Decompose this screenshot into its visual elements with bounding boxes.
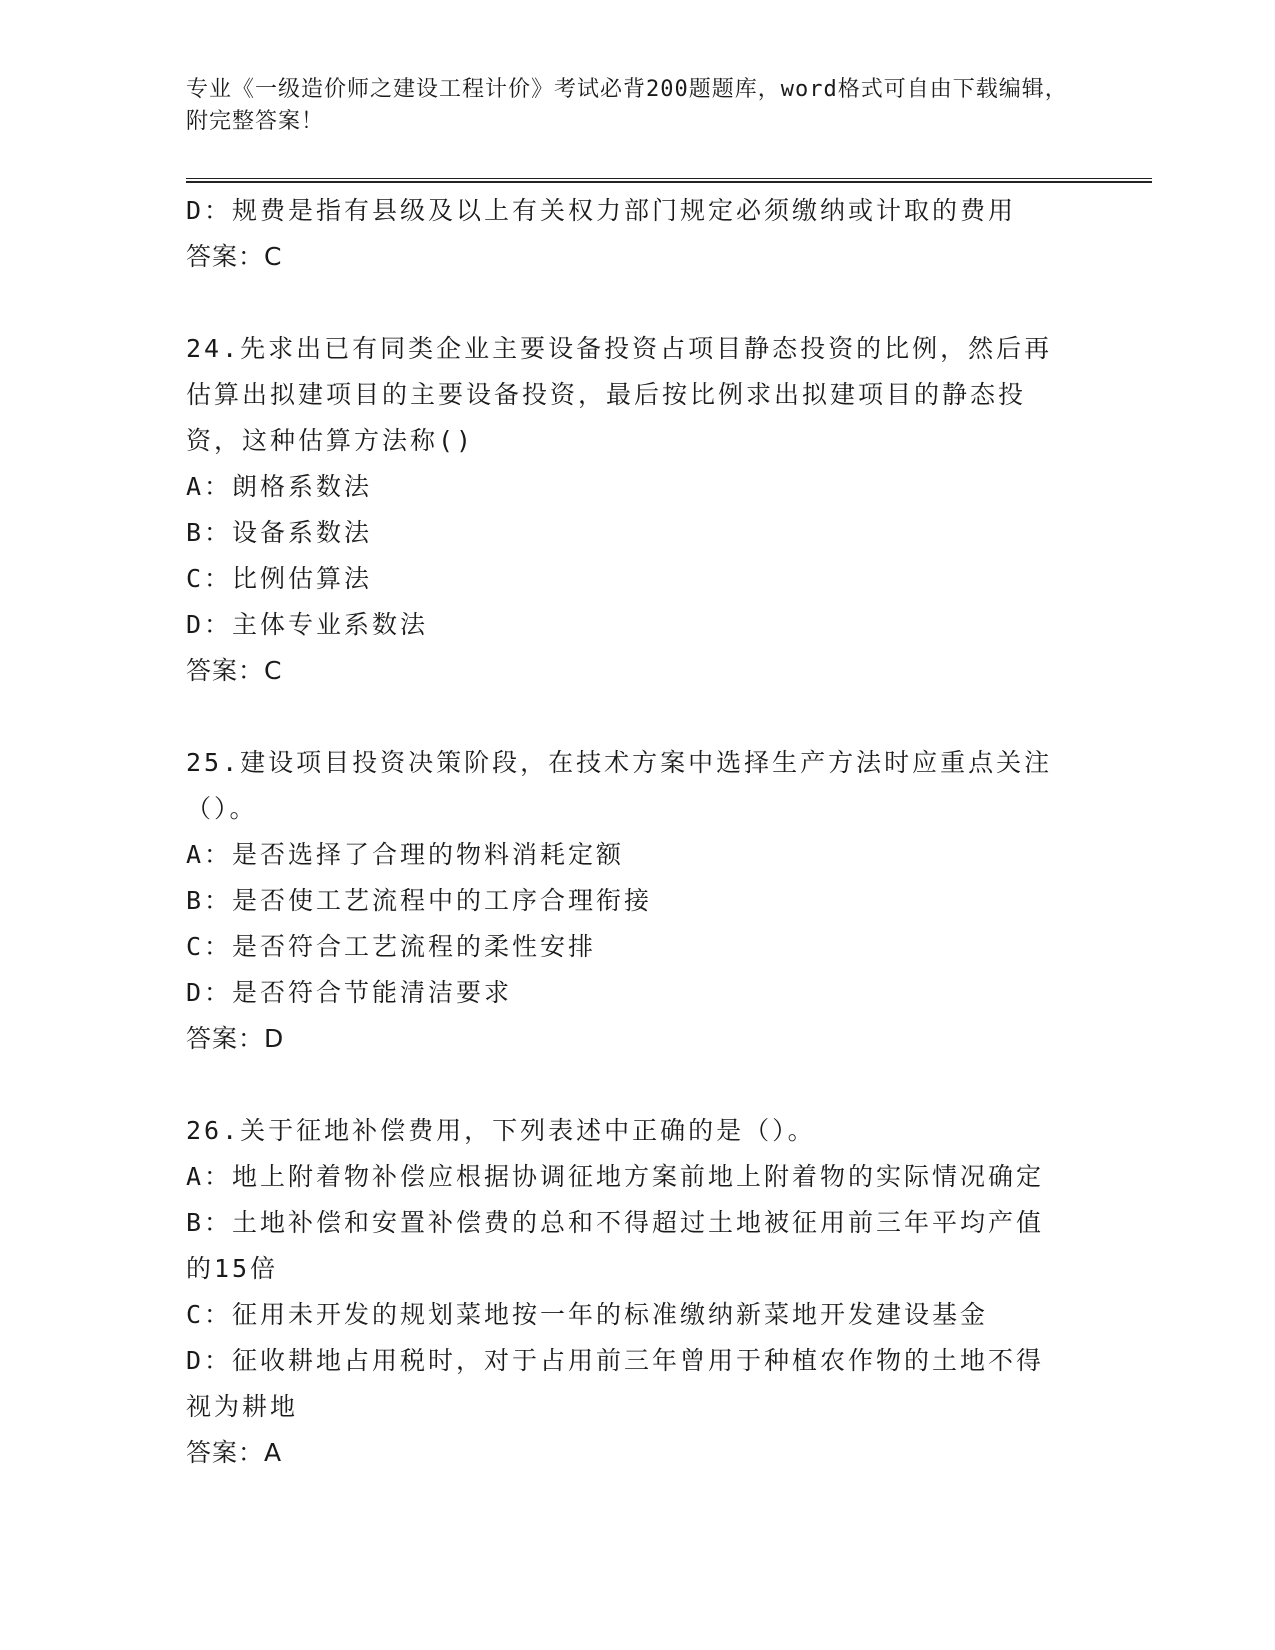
- question-text-line: （）。: [186, 794, 258, 823]
- question-text-line: 视为耕地: [186, 1392, 299, 1421]
- answer-line: 答案：A: [186, 1438, 283, 1467]
- spacer: [186, 694, 1086, 740]
- question-text-line: B：是否使工艺流程中的工序合理衔接: [186, 886, 653, 915]
- page-header: 专业《一级造价师之建设工程计价》考试必背200题题库，word格式可自由下载编辑，附完整答案！: [186, 77, 1068, 134]
- question-text-line: B：设备系数法: [186, 518, 373, 547]
- header-divider-thick: [186, 181, 1152, 183]
- spacer: [186, 280, 1086, 326]
- question-text-line: 24.先求出已有同类企业主要设备投资占项目静态投资的比例，然后再: [186, 334, 1053, 363]
- question-text-line: A：是否选择了合理的物料消耗定额: [186, 840, 625, 869]
- question-text-line: 的15倍: [186, 1254, 279, 1283]
- question-text-line: A：地上附着物补偿应根据协调征地方案前地上附着物的实际情况确定: [186, 1162, 1045, 1191]
- question-text-line: 资，这种估算方法称(): [186, 426, 475, 455]
- answer-line: 答案：C: [186, 656, 283, 685]
- question-text-line: C：征用未开发的规划菜地按一年的标准缴纳新菜地开发建设基金: [186, 1300, 989, 1329]
- question-text-line: A：朗格系数法: [186, 472, 373, 501]
- question-text-line: D：主体专业系数法: [186, 610, 429, 639]
- header-divider-thin: [186, 178, 1152, 179]
- answer-line: 答案：C: [186, 242, 283, 271]
- answer-line: 答案：D: [186, 1024, 285, 1053]
- question-text-line: D：征收耕地占用税时，对于占用前三年曾用于种植农作物的土地不得: [186, 1346, 1045, 1375]
- spacer: [186, 1062, 1086, 1108]
- question-text-line: D：是否符合节能清洁要求: [186, 978, 513, 1007]
- question-text-line: 估算出拟建项目的主要设备投资，最后按比例求出拟建项目的静态投: [186, 380, 1027, 409]
- question-text-line: B：土地补偿和安置补偿费的总和不得超过土地被征用前三年平均产值: [186, 1208, 1045, 1237]
- question-content: [186, 188, 1086, 1476]
- question-text-line: 25.建设项目投资决策阶段，在技术方案中选择生产方法时应重点关注: [186, 748, 1053, 777]
- question-text-line: C：比例估算法: [186, 564, 373, 593]
- question-text-line: 26.关于征地补偿费用，下列表述中正确的是（）。: [186, 1116, 816, 1145]
- question-text-line: D：规费是指有县级及以上有关权力部门规定必须缴纳或计取的费用: [186, 196, 1017, 225]
- question-text-line: C：是否符合工艺流程的柔性安排: [186, 932, 597, 961]
